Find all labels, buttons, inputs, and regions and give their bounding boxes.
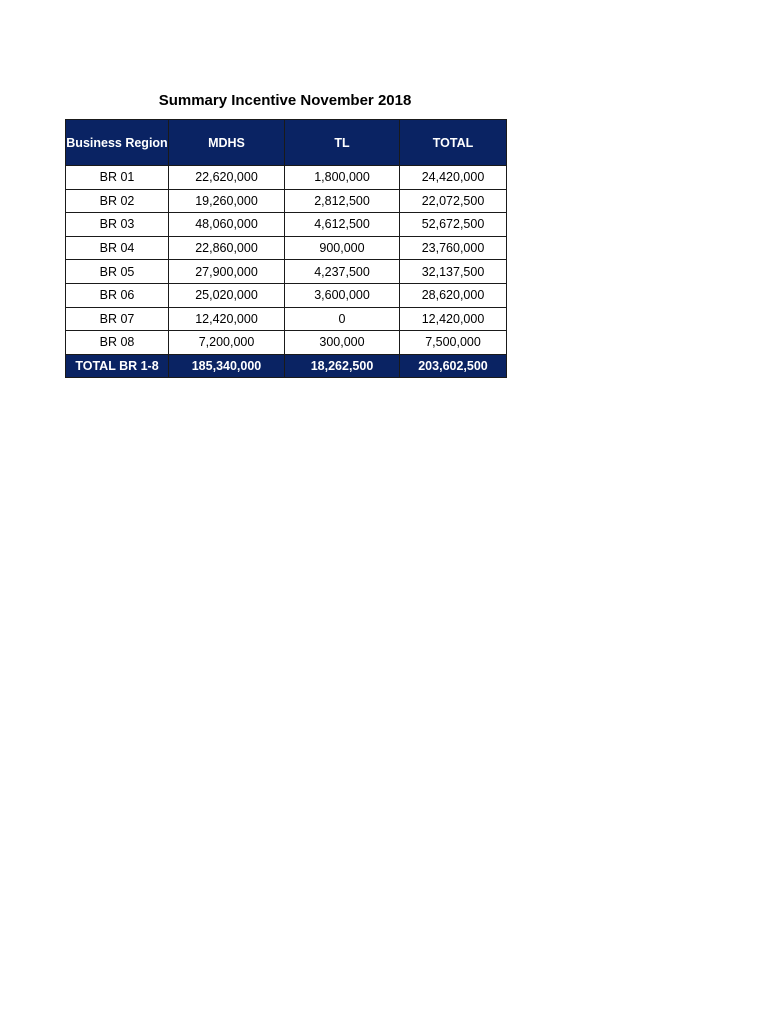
cell-tl: 2,812,500	[285, 189, 400, 213]
table-row	[66, 213, 507, 237]
table-row	[66, 260, 507, 284]
cell-region: BR 02	[66, 189, 169, 213]
table-row	[66, 331, 507, 355]
cell-tl: 300,000	[285, 331, 400, 355]
column-header-business-region: Business Region	[66, 120, 169, 166]
cell-total: 24,420,000	[400, 166, 507, 190]
cell-total: 23,760,000	[400, 236, 507, 260]
cell-mdhs: 19,260,000	[169, 189, 285, 213]
cell-mdhs: 48,060,000	[169, 213, 285, 237]
cell-mdhs: 22,860,000	[169, 236, 285, 260]
table-row	[66, 166, 507, 190]
cell-region: BR 05	[66, 260, 169, 284]
total-tl: 18,262,500	[285, 354, 400, 378]
summary-table	[65, 119, 507, 378]
total-grand: 203,602,500	[400, 354, 507, 378]
cell-tl: 1,800,000	[285, 166, 400, 190]
cell-mdhs: 25,020,000	[169, 283, 285, 307]
table-row	[66, 283, 507, 307]
cell-region: BR 08	[66, 331, 169, 355]
cell-total: 32,137,500	[400, 260, 507, 284]
cell-mdhs: 7,200,000	[169, 331, 285, 355]
cell-tl: 3,600,000	[285, 283, 400, 307]
total-row	[66, 354, 507, 378]
cell-region: BR 04	[66, 236, 169, 260]
table-row	[66, 307, 507, 331]
table-row	[66, 236, 507, 260]
cell-mdhs: 27,900,000	[169, 260, 285, 284]
column-header-total: TOTAL	[400, 120, 507, 166]
cell-region: BR 07	[66, 307, 169, 331]
column-header-tl: TL	[285, 120, 400, 166]
cell-tl: 0	[285, 307, 400, 331]
table-row	[66, 189, 507, 213]
total-mdhs: 185,340,000	[169, 354, 285, 378]
table-header-row	[66, 120, 507, 166]
cell-tl: 900,000	[285, 236, 400, 260]
cell-mdhs: 22,620,000	[169, 166, 285, 190]
page-title: Summary Incentive November 2018	[158, 92, 412, 109]
cell-total: 7,500,000	[400, 331, 507, 355]
cell-mdhs: 12,420,000	[169, 307, 285, 331]
cell-total: 22,072,500	[400, 189, 507, 213]
cell-region: BR 06	[66, 283, 169, 307]
cell-tl: 4,612,500	[285, 213, 400, 237]
cell-tl: 4,237,500	[285, 260, 400, 284]
cell-total: 52,672,500	[400, 213, 507, 237]
cell-total: 12,420,000	[400, 307, 507, 331]
total-label: TOTAL BR 1-8	[66, 354, 169, 378]
column-header-mdhs: MDHS	[169, 120, 285, 166]
cell-region: BR 01	[66, 166, 169, 190]
cell-total: 28,620,000	[400, 283, 507, 307]
cell-region: BR 03	[66, 213, 169, 237]
